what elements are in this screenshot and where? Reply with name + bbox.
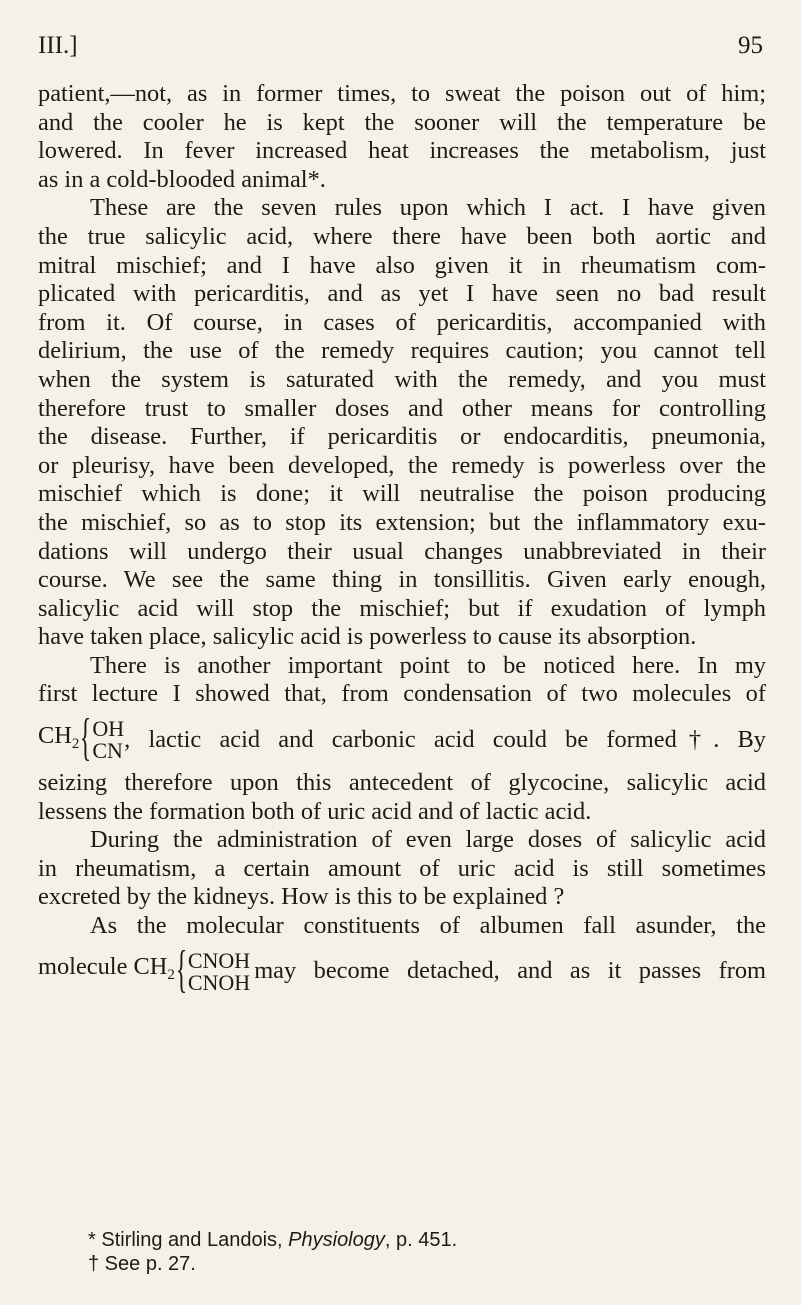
formula-line-2: [38, 940, 766, 1001]
text-line: mischief which is done; it will neutralise the poison producing: [38, 480, 766, 508]
left-brace-glyph: {: [175, 940, 187, 998]
formula-top: CNOH: [187, 947, 251, 973]
footnote-text: , p. 451.: [384, 1229, 458, 1251]
text-line: when the system is saturated with the remedy, and you must: [38, 365, 766, 393]
paragraph-5: [38, 912, 766, 1001]
text-line: from it. Of course, in cases of pericarditis, accompanied with: [38, 308, 766, 336]
text-line: lessens the formation both of uric acid and of lactic acid.: [38, 797, 592, 825]
formula-subscript: 2: [71, 735, 80, 752]
text-line: first lecture I showed that, from condensation of two molecules of: [38, 680, 766, 708]
text-line: course. We see the same thing in tonsillitis. Given early enough,: [38, 566, 766, 594]
footnote-text: Stirling and Landois,: [101, 1229, 283, 1251]
text-line: salicylic acid will stop the mischief; but if exudation of lymph: [38, 594, 766, 622]
paragraph-2: [38, 194, 766, 652]
formula-top: OH: [92, 716, 125, 742]
paragraph-3: [38, 652, 766, 826]
text-line: There is another important point to be noticed here. In my: [90, 651, 766, 679]
formula-bottom: CN: [92, 738, 123, 764]
footnote-1: [88, 1228, 457, 1252]
text-line: or pleurisy, have been developed, the remedy is powerless over the: [38, 451, 766, 479]
formula-stack: [187, 947, 251, 995]
formula-base: CH: [38, 721, 72, 749]
text-line: the mischief, so as to stop its extension; but the inflammatory exu-: [38, 508, 766, 536]
text-line: have taken place, salicylic acid is powerless to cause its absorption.: [38, 623, 697, 651]
chemical-formula-1: [38, 722, 79, 759]
footnotes: [88, 1228, 457, 1276]
chemical-formula-2: [38, 953, 175, 990]
text-line: dations will undergo their usual changes unabbreviated in their: [38, 537, 766, 565]
text-line: mitral mischief; and I have also given it in rheumatism com-: [38, 251, 766, 279]
formula-brace-group: [79, 709, 125, 767]
text-line: delirium, the use of the remedy requires caution; you cannot tell: [38, 337, 766, 365]
chapter-marker: III.]: [38, 32, 78, 59]
formula-trailing-text: , lactic acid and carbonic acid could be formed†. By: [124, 725, 766, 753]
text-line: the true salicylic acid, where there have been both aortic and: [38, 222, 766, 250]
text-line: as in a cold-blooded animal*.: [38, 165, 326, 193]
formula-brace-group: [175, 940, 251, 998]
formula-trailing-text: may become detached, and as it passes from: [254, 957, 766, 985]
formula-stack: [92, 718, 124, 762]
text-line: lowered. In fever increased heat increases the metabolism, just: [38, 137, 766, 165]
formula-lead: molecule CH: [38, 953, 168, 981]
text-line: patient,—not, as in former times, to sweat the poison out of him;: [38, 80, 766, 107]
text-line: and the cooler he is kept the sooner will the temperature be: [38, 108, 766, 136]
text-line: excreted by the kidneys. How is this to be explained ?: [38, 883, 565, 911]
formula-subscript: 2: [167, 967, 175, 984]
formula-line-1: [38, 711, 766, 769]
text-line: therefore trust to smaller doses and other means for controlling: [38, 394, 766, 422]
text-line: plicated with pericarditis, and as yet I have seen no bad result: [38, 280, 766, 308]
footnote-2: † See p. 27.: [88, 1253, 196, 1275]
running-header: [38, 32, 763, 72]
left-brace-glyph: {: [80, 709, 92, 767]
text-line: During the administration of even large doses of salicylic acid: [90, 826, 766, 854]
formula-bottom: CNOH: [187, 969, 251, 995]
text-line: These are the seven rules upon which I act. I have given: [90, 194, 766, 222]
paragraph-4: [38, 826, 766, 912]
footnote-book-title: Physiology: [288, 1229, 385, 1251]
page-number: 95: [738, 32, 763, 59]
footnote-mark: *: [88, 1229, 96, 1251]
paragraph-1: [38, 80, 766, 194]
text-line: the disease. Further, if pericarditis or endocarditis, pneumonia,: [38, 423, 766, 451]
body-text: [38, 80, 766, 1001]
text-line: in rheumatism, a certain amount of uric acid is still sometimes: [38, 854, 766, 882]
text-line: As the molecular constituents of albumen fall asunder, the: [90, 912, 766, 940]
text-line: seizing therefore upon this antecedent of glycocine, salicylic acid: [38, 769, 766, 797]
